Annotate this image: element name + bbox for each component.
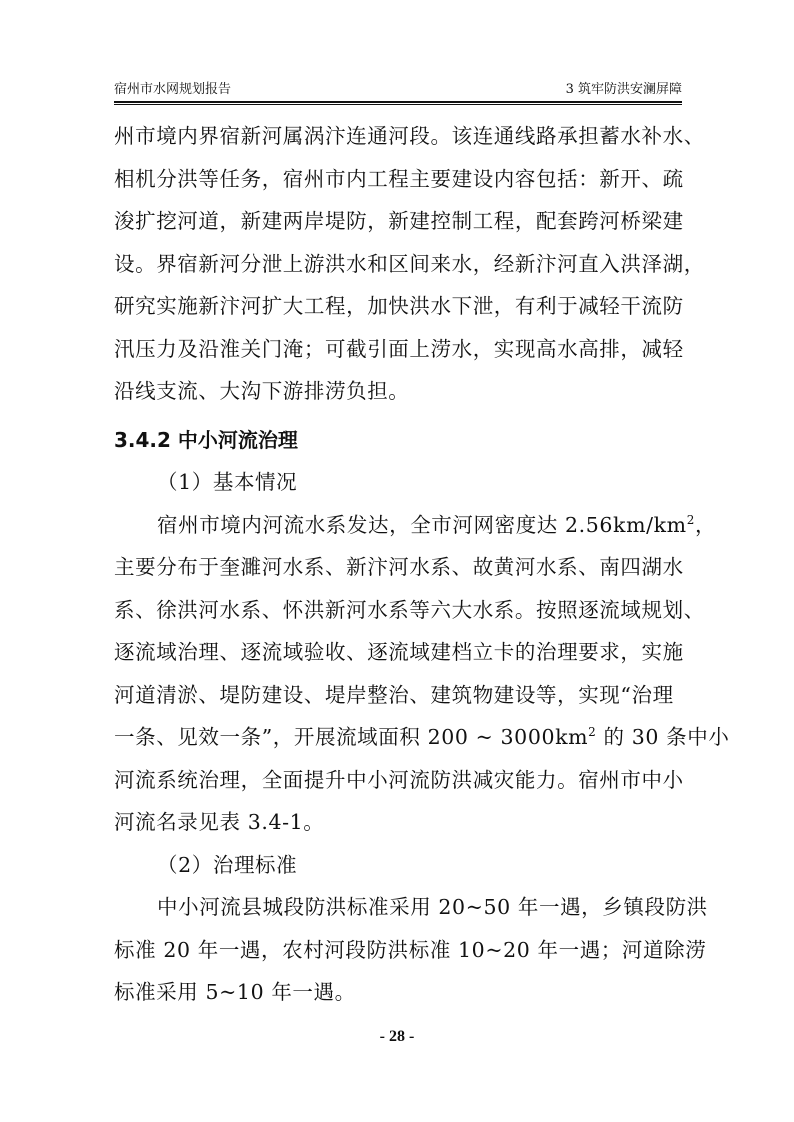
header-rule-thin [114,104,682,105]
body-line: 主要分布于奎濉河水系、新汴河水系、故黄河水系、南四湖水 [114,555,684,579]
superscript: 2 [588,725,597,739]
body-line: 相机分洪等任务，宿州市内工程主要建设内容包括：新开、疏 [114,166,684,191]
superscript: 2 [686,512,695,527]
body-text: 宿州市境内河流水系发达，全市河网密度达 2.56km/km [157,512,687,537]
body-line: 汛压力及沿淮关门淹；可截引面上涝水，实现高水高排，减轻 [114,336,684,361]
body-line: 系、徐洪河水系、怀洪新河水系等六大水系。按照逐流域规划、 [114,597,705,622]
body-line: 浚扩挖河道，新建两岸堤防，新建控制工程，配套跨河桥梁建 [114,209,684,233]
body-line: 标准采用 5~10 年一遇。 [114,980,356,1004]
header-report-title: 宿州市水网规划报告 [114,82,232,97]
body-text: 的 30 条中小 [596,725,730,749]
header-rule-thick [114,101,682,103]
body-line: 河流名录见表 3.4-1。 [114,810,325,834]
body-line: 州市境内界宿新河属涡汴连通河段。该连通线路承担蓄水补水、 [114,124,705,148]
page-number: - 28 - [379,1028,415,1045]
header-chapter-title: 3 筑牢防洪安澜屏障 [565,82,682,97]
body-line [114,716,730,759]
body-text: 一条、见效一条”，开展流域面积 200 ~ 3000km [114,725,589,749]
body-line: 河道清淤、堤防建设、堤岸整治、建筑物建设等，实现“治理 [114,682,674,707]
page-body [114,115,730,1014]
body-line: 中小河流县城段防洪标准采用 20~50 年一遇，乡镇段防洪 [157,895,708,919]
body-line [114,504,717,547]
body-line: 设。界宿新河分泄上游洪水和区间来水，经新汴河直入洪泽湖， [114,251,705,276]
body-line: 沿线支流、大沟下游排涝负担。 [114,379,410,403]
subsection-title: （1）基本情况 [157,470,298,494]
body-line: 标准 20 年一遇，农村河段防洪标准 10~20 年一遇；河道除涝 [114,937,707,962]
body-text: ， [694,512,717,537]
section-heading: 3.4.2 中小河流治理 [114,427,298,452]
subsection-title: （2）治理标准 [157,852,298,877]
body-line: 研究实施新汴河扩大工程，加快洪水下泄，有利于减轻干流防 [114,294,684,318]
body-line: 逐流域治理、逐流域验收、逐流域建档立卡的治理要求，实施 [114,640,684,664]
body-line: 河流系统治理，全面提升中小河流防洪减灾能力。宿州市中小 [114,767,684,792]
